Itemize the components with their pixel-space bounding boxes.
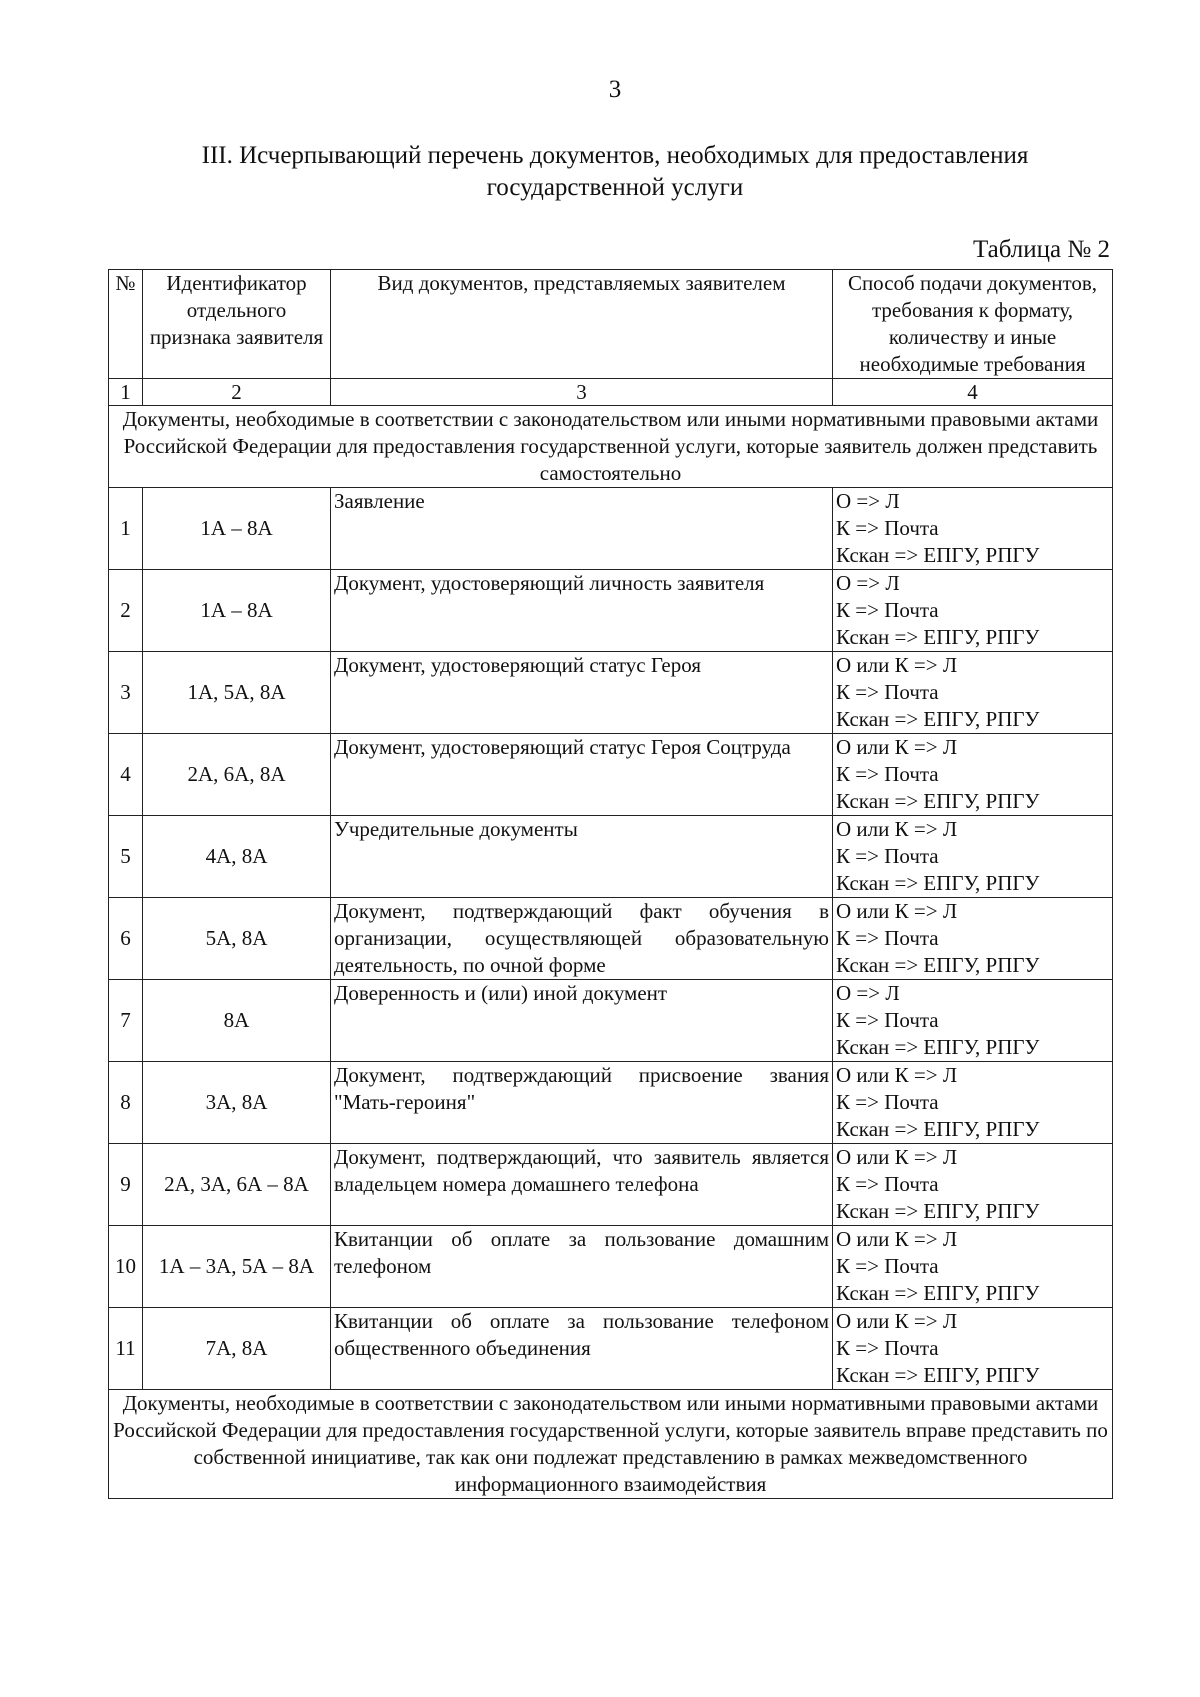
row-document: Квитанции об оплате за пользование домашним телефоном bbox=[331, 1226, 833, 1308]
table-row bbox=[109, 1144, 1113, 1226]
table-row bbox=[109, 980, 1113, 1062]
row-document: Документ, подтверждающий факт обучения в организации, осуществляющей образовательную деятельность, по очной форме bbox=[331, 898, 833, 980]
row-method bbox=[833, 980, 1113, 1062]
row-method bbox=[833, 1144, 1113, 1226]
column-number-row bbox=[109, 379, 1113, 406]
method-line: Кскан => ЕПГУ, РПГУ bbox=[836, 625, 1040, 649]
row-document: Доверенность и (или) иной документ bbox=[331, 980, 833, 1062]
section-optional-documents: Документы, необходимые в соответствии с законодательством или иными нормативными правовыми актами Российской Федерации для предоставления государственной услуги, которые заявитель вправе представить по собственной инициативе, так как они подлежат представлению в рамках межведомственного информационного взаимодействия bbox=[109, 1390, 1113, 1499]
method-line: Кскан => ЕПГУ, РПГУ bbox=[836, 1199, 1040, 1223]
section-row-optional bbox=[109, 1390, 1113, 1499]
table-row bbox=[109, 570, 1113, 652]
table-row bbox=[109, 1308, 1113, 1390]
method-line: К => Почта bbox=[836, 516, 939, 540]
method-line: К => Почта bbox=[836, 1254, 939, 1278]
row-number: 5 bbox=[109, 816, 143, 898]
method-line: Кскан => ЕПГУ, РПГУ bbox=[836, 543, 1040, 567]
table-row bbox=[109, 488, 1113, 570]
method-line: О или К => Л bbox=[836, 817, 958, 841]
row-method bbox=[833, 1308, 1113, 1390]
row-number: 6 bbox=[109, 898, 143, 980]
row-number: 3 bbox=[109, 652, 143, 734]
method-line: О или К => Л bbox=[836, 1063, 958, 1087]
method-line: О или К => Л bbox=[836, 1145, 958, 1169]
table-row bbox=[109, 1226, 1113, 1308]
row-identifier: 5А, 8А bbox=[143, 898, 331, 980]
section-title-line1: III. Исчерпывающий перечень документов, необходимых для предоставления bbox=[201, 142, 1029, 169]
method-line: К => Почта bbox=[836, 926, 939, 950]
column-number: 4 bbox=[833, 379, 1113, 406]
method-line: О => Л bbox=[836, 571, 900, 595]
row-identifier: 2А, 3А, 6А – 8А bbox=[143, 1144, 331, 1226]
method-line: О или К => Л bbox=[836, 653, 958, 677]
row-identifier: 1А – 8А bbox=[143, 488, 331, 570]
method-line: К => Почта bbox=[836, 1172, 939, 1196]
row-document: Документ, удостоверяющий личность заявителя bbox=[331, 570, 833, 652]
method-line: Кскан => ЕПГУ, РПГУ bbox=[836, 1117, 1040, 1141]
method-line: Кскан => ЕПГУ, РПГУ bbox=[836, 953, 1040, 977]
row-method bbox=[833, 1226, 1113, 1308]
method-line: О или К => Л bbox=[836, 1309, 958, 1333]
header-identifier: Идентификатор отдельного признака заявителя bbox=[143, 270, 331, 379]
row-method bbox=[833, 570, 1113, 652]
method-line: К => Почта bbox=[836, 844, 939, 868]
row-method bbox=[833, 734, 1113, 816]
method-line: К => Почта bbox=[836, 1008, 939, 1032]
method-line: К => Почта bbox=[836, 762, 939, 786]
row-document: Документ, подтверждающий присвоение звания "Мать-героиня" bbox=[331, 1062, 833, 1144]
header-submission-method: Способ подачи документов, требования к формату, количеству и иные необходимые требования bbox=[833, 270, 1113, 379]
page-number: 3 bbox=[608, 76, 622, 103]
row-number: 7 bbox=[109, 980, 143, 1062]
row-number: 9 bbox=[109, 1144, 143, 1226]
row-method bbox=[833, 1062, 1113, 1144]
method-line: О => Л bbox=[836, 489, 900, 513]
column-number: 3 bbox=[331, 379, 833, 406]
header-row bbox=[109, 270, 1113, 379]
method-line: О или К => Л bbox=[836, 735, 958, 759]
documents-table bbox=[108, 269, 1113, 1499]
row-number: 10 bbox=[109, 1226, 143, 1308]
method-line: Кскан => ЕПГУ, РПГУ bbox=[836, 789, 1040, 813]
table-row bbox=[109, 1062, 1113, 1144]
method-line: К => Почта bbox=[836, 598, 939, 622]
row-identifier: 8А bbox=[143, 980, 331, 1062]
row-document: Квитанции об оплате за пользование телефоном общественного объединения bbox=[331, 1308, 833, 1390]
row-number: 4 bbox=[109, 734, 143, 816]
table-row bbox=[109, 816, 1113, 898]
column-number: 1 bbox=[109, 379, 143, 406]
method-line: Кскан => ЕПГУ, РПГУ bbox=[836, 871, 1040, 895]
table-row bbox=[109, 652, 1113, 734]
row-method bbox=[833, 816, 1113, 898]
header-number: № bbox=[109, 270, 143, 379]
method-line: Кскан => ЕПГУ, РПГУ bbox=[836, 1363, 1040, 1387]
row-identifier: 1А – 3А, 5А – 8А bbox=[143, 1226, 331, 1308]
row-number: 8 bbox=[109, 1062, 143, 1144]
row-document: Документ, подтверждающий, что заявитель является владельцем номера домашнего телефона bbox=[331, 1144, 833, 1226]
column-number: 2 bbox=[143, 379, 331, 406]
row-method bbox=[833, 898, 1113, 980]
method-line: К => Почта bbox=[836, 1336, 939, 1360]
table-caption: Таблица № 2 bbox=[972, 236, 1110, 263]
table-row bbox=[109, 898, 1113, 980]
method-line: О => Л bbox=[836, 981, 900, 1005]
method-line: К => Почта bbox=[836, 680, 939, 704]
row-document: Заявление bbox=[331, 488, 833, 570]
method-line: Кскан => ЕПГУ, РПГУ bbox=[836, 707, 1040, 731]
method-line: О или К => Л bbox=[836, 1227, 958, 1251]
method-line: К => Почта bbox=[836, 1090, 939, 1114]
section-title bbox=[60, 140, 1170, 204]
row-method bbox=[833, 652, 1113, 734]
method-line: О или К => Л bbox=[836, 899, 958, 923]
row-number: 11 bbox=[109, 1308, 143, 1390]
row-document: Документ, удостоверяющий статус Героя Соцтруда bbox=[331, 734, 833, 816]
section-title-line2: государственной услуги bbox=[486, 174, 744, 201]
row-identifier: 1А, 5А, 8А bbox=[143, 652, 331, 734]
method-line: Кскан => ЕПГУ, РПГУ bbox=[836, 1281, 1040, 1305]
row-method bbox=[833, 488, 1113, 570]
section-required-documents: Документы, необходимые в соответствии с законодательством или иными нормативными правовыми актами Российской Федерации для предоставления государственной услуги, которые заявитель должен представить самостоятельно bbox=[109, 406, 1113, 488]
row-identifier: 7А, 8А bbox=[143, 1308, 331, 1390]
table-row bbox=[109, 734, 1113, 816]
section-row-required bbox=[109, 406, 1113, 488]
method-line: Кскан => ЕПГУ, РПГУ bbox=[836, 1035, 1040, 1059]
row-number: 1 bbox=[109, 488, 143, 570]
row-identifier: 3А, 8А bbox=[143, 1062, 331, 1144]
row-document: Учредительные документы bbox=[331, 816, 833, 898]
row-identifier: 2А, 6А, 8А bbox=[143, 734, 331, 816]
row-identifier: 4А, 8А bbox=[143, 816, 331, 898]
row-identifier: 1А – 8А bbox=[143, 570, 331, 652]
header-document-type: Вид документов, представляемых заявителем bbox=[331, 270, 833, 379]
row-number: 2 bbox=[109, 570, 143, 652]
row-document: Документ, удостоверяющий статус Героя bbox=[331, 652, 833, 734]
